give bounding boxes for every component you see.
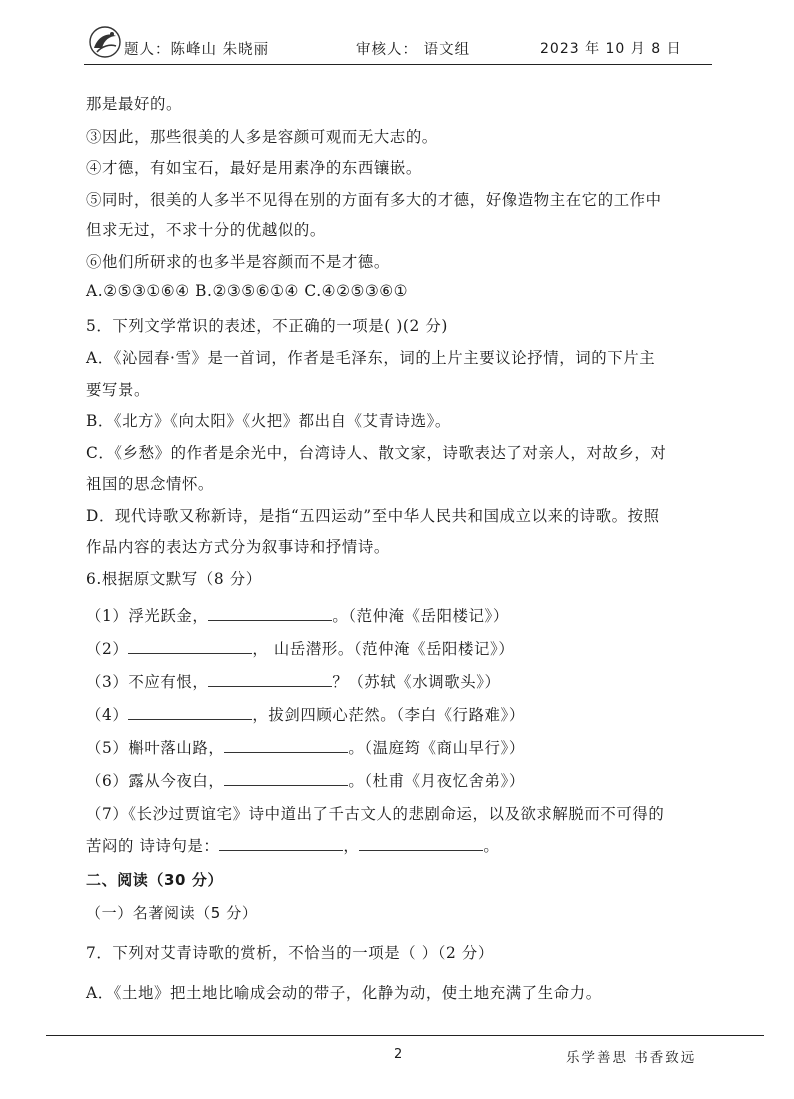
text-line: ⑥他们所研求的也多半是容颜而不是才德。 <box>86 253 390 271</box>
answer-blank[interactable] <box>219 836 343 851</box>
recitation-5: （5）槲叶落山路， 。（温庭筠《商山早行》） <box>86 739 525 757</box>
recitation-6: （6）露从今夜白， 。（杜甫《月夜忆舍弟》） <box>86 772 525 790</box>
footer-divider <box>46 1035 764 1036</box>
recitation-2: （2） ， 山岳潜形。（范仲淹《岳阳楼记》） <box>86 640 515 658</box>
school-logo-icon <box>88 24 122 60</box>
answer-blank[interactable] <box>128 705 252 720</box>
answer-blank[interactable] <box>208 672 332 687</box>
recitation-4: （4） ，拔剑四顾心茫然。（李白《行路难》） <box>86 706 525 724</box>
option-b: B．《北方》《向太阳》《火把》都出自《艾青诗选》。 <box>86 412 451 430</box>
option-d: D．现代诗歌又称新诗，是指“五四运动”至中华人民共和国成立以来的诗歌。按照 <box>86 507 660 525</box>
text-line: ⑤同时，很美的人多半不见得在别的方面有多大的才德，好像造物主在它的工作中 <box>86 191 662 209</box>
recitation-7-answer: 苦闷的 诗诗句是： ， 。 <box>86 837 500 855</box>
header-author: 题人：陈峰山 朱晓丽 <box>124 42 270 58</box>
header-date: 2023 年 10 月 8 日 <box>540 41 682 57</box>
question-5: 5．下列文学常识的表述，不正确的一项是( )(2 分) <box>86 317 449 335</box>
footer-motto: 乐学善思 书香致远 <box>566 1050 697 1066</box>
recitation-3: （3）不应有恨， ？（苏轼《水调歌头》） <box>86 673 501 691</box>
text-line: ④才德，有如宝石，最好是用素净的东西镶嵌。 <box>86 159 422 177</box>
subsection-heading: （一）名著阅读（5 分） <box>86 904 258 922</box>
option-a: A．《沁园春·雪》是一首词，作者是毛泽东，词的上片主要议论抒情，词的下片主 <box>86 349 656 367</box>
answer-blank[interactable] <box>359 836 483 851</box>
header-reviewer: 审核人： 语文组 <box>356 42 471 58</box>
option-c: C．《乡愁》的作者是余光中，台湾诗人、散文家，诗歌表达了对亲人，对故乡，对 <box>86 444 667 462</box>
question-7: 7．下列对艾青诗歌的赏析，不恰当的一项是（ ）（2 分） <box>86 944 494 962</box>
text-line: 但求无过，不求十分的优越似的。 <box>86 221 326 239</box>
question-6: 6.根据原文默写（8 分） <box>86 570 262 588</box>
text-line: ③因此，那些很美的人多是容颜可观而无大志的。 <box>86 128 438 146</box>
answer-blank[interactable] <box>128 639 252 654</box>
text-line: 那是最好的。 <box>86 95 182 113</box>
option-a: A．《土地》把土地比喻成会动的带子，化静为动，使土地充满了生命力。 <box>86 984 602 1002</box>
answer-options: A.②⑤③①⑥④ B.②③⑤⑥①④ C.④②⑤③⑥① <box>86 282 409 300</box>
page-number: 2 <box>394 1047 403 1062</box>
text-line: 祖国的思念情怀。 <box>86 475 214 493</box>
answer-blank[interactable] <box>224 771 348 786</box>
answer-blank[interactable] <box>208 606 332 621</box>
recitation-7: （7）《长沙过贾谊宅》诗中道出了千古文人的悲剧命运，以及欲求解脱而不可得的 <box>86 805 665 823</box>
recitation-1: （1）浮光跃金， 。（范仲淹《岳阳楼记》） <box>86 607 509 625</box>
page-header <box>84 22 712 65</box>
section-2-heading: 二、阅读（30 分） <box>86 871 224 889</box>
text-line: 要写景。 <box>86 381 150 399</box>
answer-blank[interactable] <box>224 738 348 753</box>
text-line: 作品内容的表达方式分为叙事诗和抒情诗。 <box>86 538 390 556</box>
